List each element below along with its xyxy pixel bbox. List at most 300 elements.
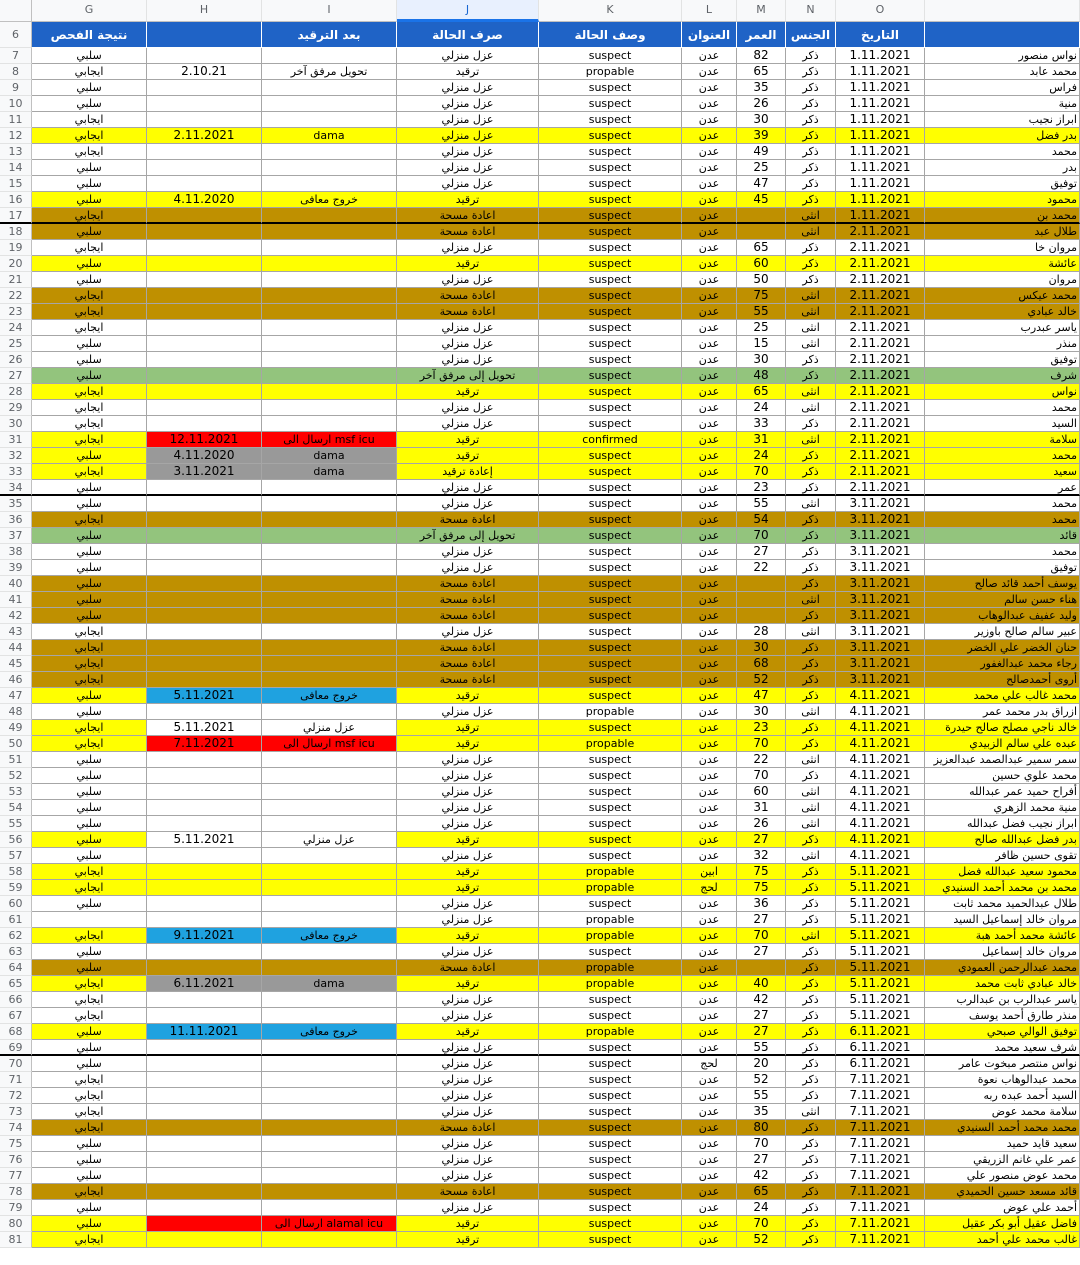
after-admission-cell[interactable]	[262, 384, 397, 400]
name-cell[interactable]: محمد عبدالرحمن العمودي	[925, 960, 1080, 976]
case-disposition-cell[interactable]: عزل منزلي	[397, 400, 539, 416]
row-number[interactable]: 12	[0, 128, 32, 144]
case-disposition-cell[interactable]: عزل منزلي	[397, 416, 539, 432]
address-cell[interactable]: عدن	[682, 352, 737, 368]
gender-cell[interactable]: ذكر	[786, 944, 836, 960]
address-cell[interactable]: عدن	[682, 1040, 737, 1056]
case-disposition-cell[interactable]: ترقيد	[397, 1232, 539, 1248]
discharge-date-cell[interactable]	[147, 352, 262, 368]
address-cell[interactable]: عدن	[682, 80, 737, 96]
column-header-h[interactable]: H	[147, 0, 262, 22]
name-cell[interactable]: محمد	[925, 512, 1080, 528]
row-number[interactable]: 76	[0, 1152, 32, 1168]
gender-cell[interactable]: ذكر	[786, 480, 836, 496]
case-description-cell[interactable]: suspect	[539, 640, 682, 656]
date-cell[interactable]: 4.11.2021	[836, 768, 925, 784]
case-disposition-cell[interactable]: عزل منزلي	[397, 1168, 539, 1184]
row-number[interactable]: 43	[0, 624, 32, 640]
case-disposition-cell[interactable]: عزل منزلي	[397, 784, 539, 800]
address-cell[interactable]: ابين	[682, 864, 737, 880]
name-cell[interactable]: السيد	[925, 416, 1080, 432]
discharge-date-cell[interactable]	[147, 400, 262, 416]
address-cell[interactable]: عدن	[682, 576, 737, 592]
case-description-cell[interactable]: suspect	[539, 288, 682, 304]
address-cell[interactable]: عدن	[682, 592, 737, 608]
case-description-cell[interactable]: suspect	[539, 208, 682, 224]
age-cell[interactable]: 27	[737, 1008, 786, 1024]
address-cell[interactable]: عدن	[682, 1216, 737, 1232]
age-cell[interactable]: 52	[737, 1232, 786, 1248]
discharge-date-cell[interactable]	[147, 544, 262, 560]
name-cell[interactable]: توفيق	[925, 560, 1080, 576]
date-cell[interactable]: 2.11.2021	[836, 272, 925, 288]
result-cell[interactable]: ايجابي	[32, 1008, 147, 1024]
date-cell[interactable]: 6.11.2021	[836, 1040, 925, 1056]
gender-cell[interactable]: انثى	[786, 208, 836, 224]
address-cell[interactable]: عدن	[682, 432, 737, 448]
case-description-cell[interactable]: suspect	[539, 304, 682, 320]
case-description-cell[interactable]: suspect	[539, 544, 682, 560]
row-number[interactable]: 65	[0, 976, 32, 992]
age-cell[interactable]: 48	[737, 368, 786, 384]
name-cell[interactable]: طلال عبدالحميد محمد ثابت	[925, 896, 1080, 912]
result-cell[interactable]: سلبي	[32, 704, 147, 720]
discharge-date-cell[interactable]: 7.11.2021	[147, 736, 262, 752]
discharge-date-cell[interactable]	[147, 1120, 262, 1136]
date-cell[interactable]: 5.11.2021	[836, 1008, 925, 1024]
name-cell[interactable]: شرف	[925, 368, 1080, 384]
name-cell[interactable]: محمد بن محمد أحمد السنيدي	[925, 880, 1080, 896]
row-number[interactable]: 9	[0, 80, 32, 96]
result-cell[interactable]: سلبي	[32, 1216, 147, 1232]
gender-cell[interactable]: ذكر	[786, 688, 836, 704]
column-header-g[interactable]: G	[32, 0, 147, 22]
result-cell[interactable]: سلبي	[32, 368, 147, 384]
case-disposition-cell[interactable]: عزل منزلي	[397, 240, 539, 256]
row-number[interactable]: 62	[0, 928, 32, 944]
row-number[interactable]: 44	[0, 640, 32, 656]
result-cell[interactable]: ايجابي	[32, 656, 147, 672]
column-header-j[interactable]: J	[397, 0, 539, 22]
case-description-cell[interactable]: suspect	[539, 992, 682, 1008]
result-cell[interactable]: ايجابي	[32, 1072, 147, 1088]
address-cell[interactable]: عدن	[682, 1200, 737, 1216]
after-admission-cell[interactable]	[262, 784, 397, 800]
case-description-cell[interactable]: suspect	[539, 192, 682, 208]
date-cell[interactable]: 2.11.2021	[836, 336, 925, 352]
after-admission-cell[interactable]	[262, 1168, 397, 1184]
date-cell[interactable]: 2.11.2021	[836, 352, 925, 368]
row-number[interactable]: 52	[0, 768, 32, 784]
case-disposition-cell[interactable]: ترقيد	[397, 64, 539, 80]
address-cell[interactable]: عدن	[682, 944, 737, 960]
result-cell[interactable]: ايجابي	[32, 720, 147, 736]
case-description-cell[interactable]: suspect	[539, 400, 682, 416]
case-description-cell[interactable]: suspect	[539, 624, 682, 640]
address-cell[interactable]: عدن	[682, 1104, 737, 1120]
gender-cell[interactable]: ذكر	[786, 1136, 836, 1152]
row-number[interactable]: 60	[0, 896, 32, 912]
case-disposition-cell[interactable]: عزل منزلي	[397, 48, 539, 64]
row-number[interactable]: 18	[0, 224, 32, 240]
address-cell[interactable]: عدن	[682, 368, 737, 384]
name-cell[interactable]: خالد عبادي ثابت محمد	[925, 976, 1080, 992]
address-cell[interactable]: عدن	[682, 768, 737, 784]
name-cell[interactable]: أروى أحمدصالح	[925, 672, 1080, 688]
case-description-cell[interactable]: suspect	[539, 944, 682, 960]
row-number[interactable]: 68	[0, 1024, 32, 1040]
case-disposition-cell[interactable]: اعادة مسحة	[397, 592, 539, 608]
address-cell[interactable]: عدن	[682, 896, 737, 912]
case-description-cell[interactable]: suspect	[539, 1008, 682, 1024]
after-admission-cell[interactable]	[262, 816, 397, 832]
result-cell[interactable]: سلبي	[32, 1136, 147, 1152]
age-cell[interactable]: 26	[737, 96, 786, 112]
discharge-date-cell[interactable]	[147, 592, 262, 608]
result-cell[interactable]: سلبي	[32, 272, 147, 288]
address-cell[interactable]: عدن	[682, 912, 737, 928]
row-number[interactable]: 47	[0, 688, 32, 704]
gender-cell[interactable]: ذكر	[786, 528, 836, 544]
name-cell[interactable]: محمد	[925, 144, 1080, 160]
name-cell[interactable]: محمد عابد	[925, 64, 1080, 80]
row-number[interactable]: 11	[0, 112, 32, 128]
case-disposition-cell[interactable]: اعادة مسحة	[397, 288, 539, 304]
result-cell[interactable]: ايجابي	[32, 640, 147, 656]
row-number[interactable]: 23	[0, 304, 32, 320]
gender-cell[interactable]: ذكر	[786, 832, 836, 848]
address-cell[interactable]: عدن	[682, 848, 737, 864]
date-cell[interactable]: 3.11.2021	[836, 512, 925, 528]
gender-cell[interactable]: انثى	[786, 320, 836, 336]
gender-cell[interactable]: ذكر	[786, 992, 836, 1008]
result-cell[interactable]: سلبي	[32, 752, 147, 768]
name-cell[interactable]: وليد عفيف عبدالوهاب	[925, 608, 1080, 624]
age-cell[interactable]: 75	[737, 864, 786, 880]
result-cell[interactable]: ايجابي	[32, 864, 147, 880]
address-cell[interactable]: عدن	[682, 752, 737, 768]
result-cell[interactable]: ايجابي	[32, 928, 147, 944]
discharge-date-cell[interactable]	[147, 1040, 262, 1056]
gender-cell[interactable]: انثى	[786, 800, 836, 816]
date-cell[interactable]: 2.11.2021	[836, 384, 925, 400]
name-cell[interactable]: رجاء محمد عبدالغفور	[925, 656, 1080, 672]
age-cell[interactable]: 24	[737, 448, 786, 464]
result-cell[interactable]: ايجابي	[32, 208, 147, 224]
name-cell[interactable]: منية محمد الزهري	[925, 800, 1080, 816]
discharge-date-cell[interactable]	[147, 496, 262, 512]
name-cell[interactable]: عبير سالم صالح باوزير	[925, 624, 1080, 640]
case-description-cell[interactable]: propable	[539, 736, 682, 752]
case-disposition-cell[interactable]: عزل منزلي	[397, 1104, 539, 1120]
date-cell[interactable]: 5.11.2021	[836, 880, 925, 896]
gender-cell[interactable]: انثى	[786, 288, 836, 304]
after-admission-cell[interactable]	[262, 480, 397, 496]
address-cell[interactable]: عدن	[682, 736, 737, 752]
discharge-date-cell[interactable]: 6.11.2021	[147, 976, 262, 992]
result-cell[interactable]: سلبي	[32, 1152, 147, 1168]
date-cell[interactable]: 1.11.2021	[836, 96, 925, 112]
after-admission-cell[interactable]	[262, 1056, 397, 1072]
case-description-cell[interactable]: suspect	[539, 160, 682, 176]
address-cell[interactable]: عدن	[682, 48, 737, 64]
date-cell[interactable]: 2.11.2021	[836, 480, 925, 496]
case-description-cell[interactable]: suspect	[539, 1040, 682, 1056]
name-cell[interactable]: محمد	[925, 496, 1080, 512]
after-admission-cell[interactable]	[262, 1136, 397, 1152]
case-description-cell[interactable]: propable	[539, 704, 682, 720]
case-description-cell[interactable]: suspect	[539, 480, 682, 496]
age-cell[interactable]: 35	[737, 80, 786, 96]
case-description-cell[interactable]: suspect	[539, 1184, 682, 1200]
gender-cell[interactable]: انثى	[786, 1104, 836, 1120]
discharge-date-cell[interactable]	[147, 176, 262, 192]
result-cell[interactable]: سلبي	[32, 336, 147, 352]
age-cell[interactable]: 27	[737, 544, 786, 560]
gender-cell[interactable]: ذكر	[786, 640, 836, 656]
after-admission-cell[interactable]: dama	[262, 976, 397, 992]
date-cell[interactable]: 4.11.2021	[836, 832, 925, 848]
gender-cell[interactable]: انثى	[786, 224, 836, 240]
name-cell[interactable]: سلامة محمد عوض	[925, 1104, 1080, 1120]
address-cell[interactable]: عدن	[682, 624, 737, 640]
case-disposition-cell[interactable]: عزل منزلي	[397, 800, 539, 816]
discharge-date-cell[interactable]	[147, 112, 262, 128]
row-number[interactable]: 73	[0, 1104, 32, 1120]
gender-cell[interactable]: ذكر	[786, 96, 836, 112]
address-cell[interactable]: عدن	[682, 384, 737, 400]
address-cell[interactable]: عدن	[682, 304, 737, 320]
discharge-date-cell[interactable]	[147, 1072, 262, 1088]
gender-cell[interactable]: ذكر	[786, 464, 836, 480]
discharge-date-cell[interactable]	[147, 768, 262, 784]
gender-cell[interactable]: انثى	[786, 496, 836, 512]
case-disposition-cell[interactable]: عزل منزلي	[397, 752, 539, 768]
after-admission-cell[interactable]: خروج معافى	[262, 1024, 397, 1040]
result-cell[interactable]: سلبي	[32, 176, 147, 192]
column-header-p[interactable]	[925, 0, 1080, 22]
result-cell[interactable]: ايجابي	[32, 432, 147, 448]
case-disposition-cell[interactable]: عزل منزلي	[397, 1088, 539, 1104]
result-cell[interactable]: سلبي	[32, 688, 147, 704]
date-cell[interactable]: 5.11.2021	[836, 864, 925, 880]
result-cell[interactable]: ايجابي	[32, 416, 147, 432]
row-number[interactable]: 66	[0, 992, 32, 1008]
gender-cell[interactable]: انثى	[786, 592, 836, 608]
case-description-cell[interactable]: suspect	[539, 1216, 682, 1232]
age-cell[interactable]: 70	[737, 1216, 786, 1232]
row-number[interactable]: 48	[0, 704, 32, 720]
after-admission-cell[interactable]	[262, 416, 397, 432]
address-cell[interactable]: عدن	[682, 1152, 737, 1168]
case-disposition-cell[interactable]: عزل منزلي	[397, 1072, 539, 1088]
case-disposition-cell[interactable]: ترقيد	[397, 736, 539, 752]
row-number[interactable]: 75	[0, 1136, 32, 1152]
address-cell[interactable]: لحج	[682, 880, 737, 896]
name-cell[interactable]: هناء حسن سالم	[925, 592, 1080, 608]
date-cell[interactable]: 4.11.2021	[836, 816, 925, 832]
gender-cell[interactable]: انثى	[786, 928, 836, 944]
row-number[interactable]: 71	[0, 1072, 32, 1088]
age-cell[interactable]: 42	[737, 992, 786, 1008]
date-cell[interactable]: 4.11.2021	[836, 704, 925, 720]
name-cell[interactable]: عبده علي سالم الزبيدي	[925, 736, 1080, 752]
address-cell[interactable]: عدن	[682, 1024, 737, 1040]
result-cell[interactable]: ايجابي	[32, 512, 147, 528]
date-cell[interactable]: 5.11.2021	[836, 928, 925, 944]
gender-cell[interactable]: ذكر	[786, 976, 836, 992]
age-cell[interactable]: 22	[737, 560, 786, 576]
after-admission-cell[interactable]	[262, 992, 397, 1008]
case-description-cell[interactable]: suspect	[539, 1088, 682, 1104]
name-cell[interactable]: محمد غالب علي محمد	[925, 688, 1080, 704]
age-cell[interactable]: 42	[737, 1168, 786, 1184]
gender-cell[interactable]: ذكر	[786, 880, 836, 896]
case-disposition-cell[interactable]: عزل منزلي	[397, 768, 539, 784]
case-disposition-cell[interactable]: اعادة مسحة	[397, 1184, 539, 1200]
after-admission-cell[interactable]	[262, 1152, 397, 1168]
case-description-cell[interactable]: suspect	[539, 720, 682, 736]
column-header-n[interactable]: N	[786, 0, 836, 22]
gender-cell[interactable]: ذكر	[786, 912, 836, 928]
date-cell[interactable]: 3.11.2021	[836, 624, 925, 640]
result-cell[interactable]	[32, 912, 147, 928]
after-admission-cell[interactable]: dama	[262, 128, 397, 144]
case-disposition-cell[interactable]: تحويل إلى مرفق آخر	[397, 528, 539, 544]
name-cell[interactable]: توفيق	[925, 176, 1080, 192]
result-cell[interactable]: سلبي	[32, 480, 147, 496]
date-cell[interactable]: 4.11.2021	[836, 720, 925, 736]
age-cell[interactable]: 55	[737, 1088, 786, 1104]
row-number[interactable]: 37	[0, 528, 32, 544]
date-cell[interactable]: 3.11.2021	[836, 576, 925, 592]
date-cell[interactable]: 7.11.2021	[836, 1184, 925, 1200]
row-number[interactable]: 69	[0, 1040, 32, 1056]
age-cell[interactable]: 24	[737, 1200, 786, 1216]
age-cell[interactable]: 30	[737, 704, 786, 720]
discharge-date-cell[interactable]	[147, 1216, 262, 1232]
name-cell[interactable]: فاضل عقيل أبو بكر عقيل	[925, 1216, 1080, 1232]
case-description-cell[interactable]: suspect	[539, 592, 682, 608]
address-cell[interactable]: عدن	[682, 128, 737, 144]
discharge-date-cell[interactable]	[147, 896, 262, 912]
discharge-date-cell[interactable]: 5.11.2021	[147, 688, 262, 704]
case-disposition-cell[interactable]: عزل منزلي	[397, 1152, 539, 1168]
date-cell[interactable]: 5.11.2021	[836, 944, 925, 960]
date-cell[interactable]: 1.11.2021	[836, 160, 925, 176]
result-cell[interactable]: سلبي	[32, 592, 147, 608]
address-cell[interactable]: عدن	[682, 240, 737, 256]
case-disposition-cell[interactable]: عزل منزلي	[397, 1200, 539, 1216]
date-cell[interactable]: 5.11.2021	[836, 912, 925, 928]
case-disposition-cell[interactable]: عزل منزلي	[397, 160, 539, 176]
after-admission-cell[interactable]	[262, 304, 397, 320]
address-cell[interactable]: عدن	[682, 1120, 737, 1136]
row-number[interactable]: 24	[0, 320, 32, 336]
gender-cell[interactable]: ذكر	[786, 176, 836, 192]
after-admission-cell[interactable]	[262, 752, 397, 768]
row-number[interactable]: 74	[0, 1120, 32, 1136]
gender-cell[interactable]: انثى	[786, 432, 836, 448]
age-cell[interactable]: 65	[737, 384, 786, 400]
column-header-o[interactable]: O	[836, 0, 925, 22]
discharge-date-cell[interactable]	[147, 240, 262, 256]
discharge-date-cell[interactable]	[147, 304, 262, 320]
age-cell[interactable]: 27	[737, 832, 786, 848]
row-number[interactable]: 33	[0, 464, 32, 480]
row-number[interactable]: 53	[0, 784, 32, 800]
date-cell[interactable]: 7.11.2021	[836, 1136, 925, 1152]
date-cell[interactable]: 7.11.2021	[836, 1088, 925, 1104]
after-admission-cell[interactable]	[262, 352, 397, 368]
address-cell[interactable]: عدن	[682, 1008, 737, 1024]
discharge-date-cell[interactable]: 9.11.2021	[147, 928, 262, 944]
after-admission-cell[interactable]	[262, 912, 397, 928]
address-cell[interactable]: عدن	[682, 288, 737, 304]
case-disposition-cell[interactable]: ترقيد	[397, 448, 539, 464]
name-cell[interactable]: منية	[925, 96, 1080, 112]
after-admission-cell[interactable]	[262, 400, 397, 416]
name-cell[interactable]: تقوى حسين ظافر	[925, 848, 1080, 864]
name-cell[interactable]: ازراق بدر محمد عمر	[925, 704, 1080, 720]
date-cell[interactable]: 2.11.2021	[836, 256, 925, 272]
age-cell[interactable]: 27	[737, 1024, 786, 1040]
address-cell[interactable]: عدن	[682, 512, 737, 528]
row-number[interactable]: 30	[0, 416, 32, 432]
gender-cell[interactable]: ذكر	[786, 608, 836, 624]
case-disposition-cell[interactable]: اعادة مسحة	[397, 656, 539, 672]
case-description-cell[interactable]: suspect	[539, 80, 682, 96]
result-cell[interactable]: سلبي	[32, 1024, 147, 1040]
after-admission-cell[interactable]	[262, 656, 397, 672]
date-cell[interactable]: 2.11.2021	[836, 304, 925, 320]
case-description-cell[interactable]: suspect	[539, 272, 682, 288]
name-cell[interactable]: محمد	[925, 448, 1080, 464]
result-cell[interactable]: سلبي	[32, 960, 147, 976]
age-cell[interactable]: 70	[737, 736, 786, 752]
after-admission-cell[interactable]	[262, 1072, 397, 1088]
case-description-cell[interactable]: suspect	[539, 144, 682, 160]
name-cell[interactable]: بدر فضل	[925, 128, 1080, 144]
age-cell[interactable]: 31	[737, 800, 786, 816]
age-cell[interactable]: 30	[737, 640, 786, 656]
case-disposition-cell[interactable]: عزل منزلي	[397, 352, 539, 368]
case-disposition-cell[interactable]: ترقيد	[397, 688, 539, 704]
gender-cell[interactable]: ذكر	[786, 864, 836, 880]
case-disposition-cell[interactable]: إعادة ترقيد	[397, 464, 539, 480]
result-cell[interactable]: ايجابي	[32, 1088, 147, 1104]
discharge-date-cell[interactable]: 5.11.2021	[147, 720, 262, 736]
after-admission-cell[interactable]: ارسال الى msf icu	[262, 432, 397, 448]
row-number[interactable]: 10	[0, 96, 32, 112]
discharge-date-cell[interactable]	[147, 208, 262, 224]
gender-cell[interactable]: ذكر	[786, 1216, 836, 1232]
after-admission-cell[interactable]	[262, 896, 397, 912]
after-admission-cell[interactable]	[262, 80, 397, 96]
case-description-cell[interactable]: suspect	[539, 496, 682, 512]
gender-cell[interactable]: انثى	[786, 336, 836, 352]
discharge-date-cell[interactable]	[147, 1008, 262, 1024]
gender-cell[interactable]: ذكر	[786, 1152, 836, 1168]
result-cell[interactable]: سلبي	[32, 1200, 147, 1216]
age-cell[interactable]: 15	[737, 336, 786, 352]
case-disposition-cell[interactable]: ترقيد	[397, 880, 539, 896]
address-cell[interactable]: عدن	[682, 336, 737, 352]
age-cell[interactable]: 65	[737, 1184, 786, 1200]
address-cell[interactable]: عدن	[682, 480, 737, 496]
after-admission-cell[interactable]	[262, 800, 397, 816]
discharge-date-cell[interactable]	[147, 512, 262, 528]
